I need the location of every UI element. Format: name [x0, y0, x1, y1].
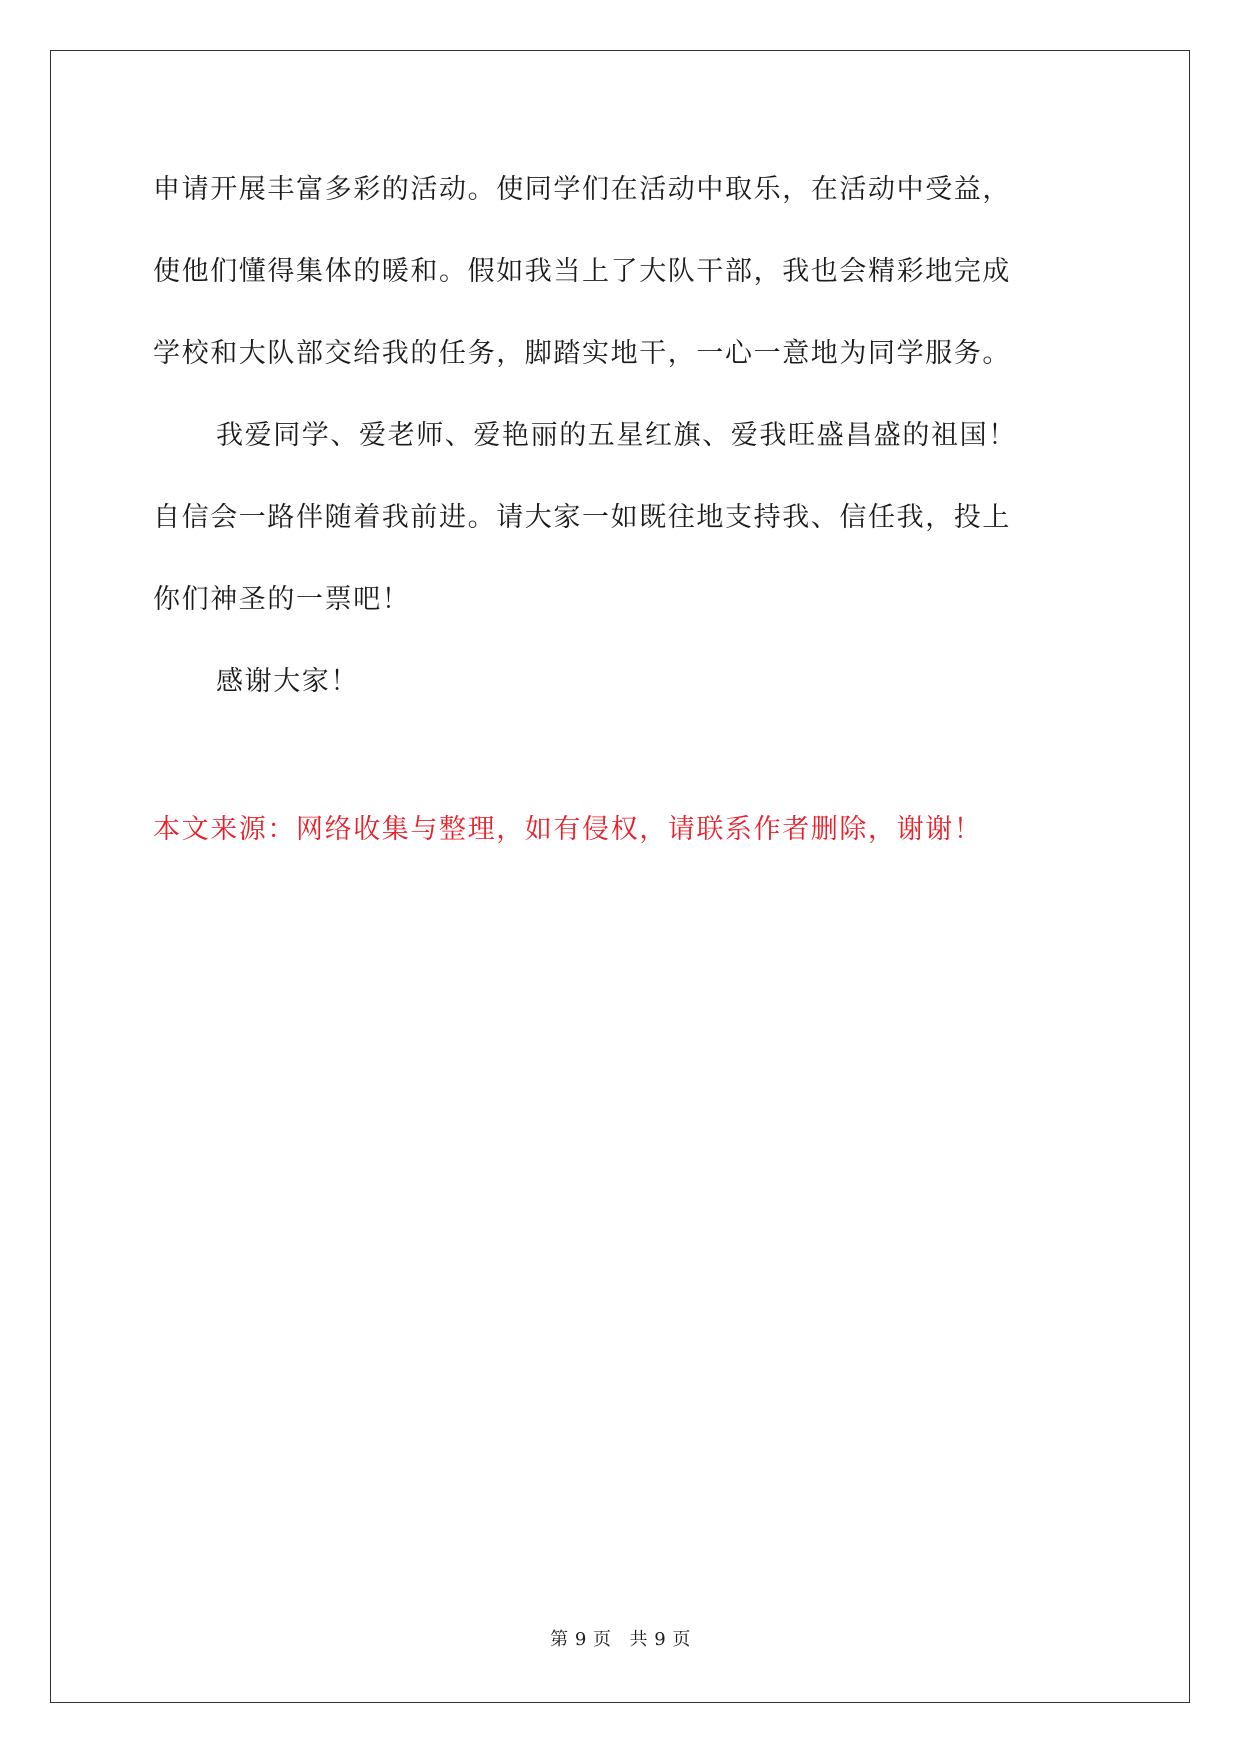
paragraph-line-4: 我爱同学、爱老师、爱艳丽的五星红旗、爱我旺盛昌盛的祖国！ — [216, 420, 1017, 451]
page-footer — [0, 1625, 1241, 1651]
source-note: 本文来源：网络收集与整理，如有侵权，请联系作者删除，谢谢！ — [153, 814, 983, 845]
paragraph-line-3: 学校和大队部交给我的任务，脚踏实地干，一心一意地为同学服务。 — [153, 338, 1011, 369]
page-number-current: 第 9 页 — [550, 1629, 612, 1650]
paragraph-line-5: 自信会一路伴随着我前进。请大家一如既往地支持我、信任我，投上 — [153, 502, 1011, 533]
paragraph-line-1: 申请开展丰富多彩的活动。使同学们在活动中取乐，在活动中受益， — [153, 174, 1011, 205]
page-number-total: 共 9 页 — [629, 1629, 691, 1650]
page-border — [50, 50, 1190, 1703]
paragraph-line-6: 你们神圣的一票吧！ — [153, 584, 411, 615]
paragraph-line-2: 使他们懂得集体的暖和。假如我当上了大队干部，我也会精彩地完成 — [153, 256, 1011, 287]
closing-thanks: 感谢大家！ — [216, 666, 359, 697]
